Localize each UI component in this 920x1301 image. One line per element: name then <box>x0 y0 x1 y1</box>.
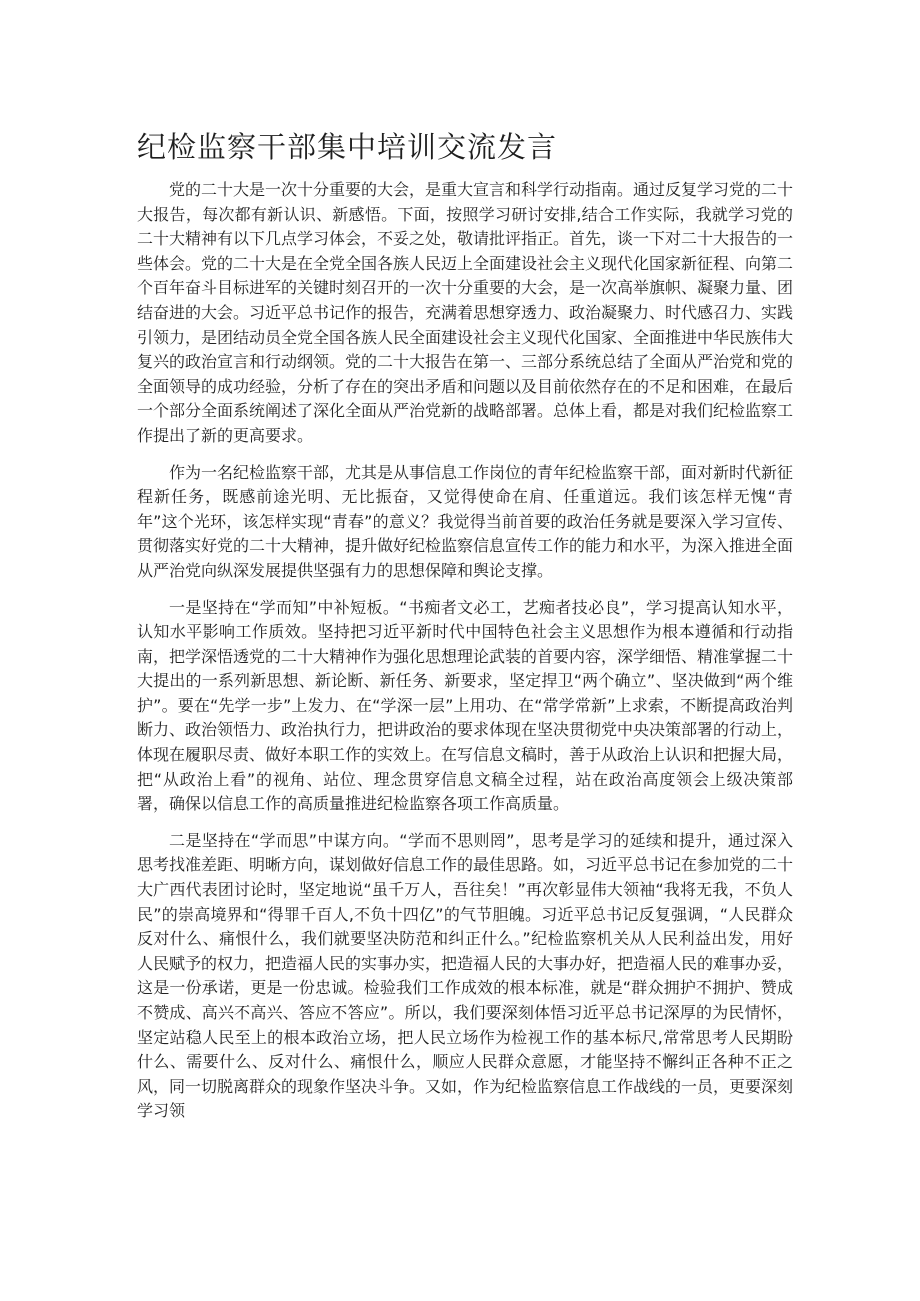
paragraph-1: 党的二十大是一次十分重要的大会，是重大宣言和科学行动指南。通过反复学习党的二十大报告，每次都有新认识、新感悟。下面，按照学习研讨安排,结合工作实际，我就学习党的二十大精神有以下几点学习体会，不妥之处，敬请批评指正。首先，谈一下对二十大报告的一些体会。党的二十大是在全党全国各族人民迈上全面建设社会主义现代化国家新征程、向第二个百年奋斗目标进军的关键时刻召开的一次十分重要的大会，是一次高举旗帜、凝聚力量、团结奋进的大会。习近平总书记作的报告，充满着思想穿透力、政治凝聚力、时代感召力、实践引领力，是团结动员全党全国各族人民全面建设社会主义现代化国家、全面推进中华民族伟大复兴的政治宣言和行动纲领。党的二十大报告在第一、三部分系统总结了全面从严治党和党的全面领导的成功经验，分析了存在的突出矛盾和问题以及目前依然存在的不足和困难，在最后一个部分全面系统阐述了深化全面从严治党新的战略部署。总体上看，都是对我们纪检监察工作提出了新的更高要求。 <box>137 180 794 445</box>
paragraph-3: 一是坚持在“学而知”中补短板。“书痴者文必工，艺痴者技必良”，学习提高认知水平，认知水平影响工作质效。坚持把习近平新时代中国特色社会主义思想作为根本遵循和行动指南，把学深悟透党的二十大精神作为强化思想理论武装的首要内容，深学细悟、精准掌握二十大提出的一系列新思想、新论断、新任务、新要求，坚定捍卫“两个确立”、坚决做到“两个维护”。要在“先学一步”上发力、在“学深一层”上用功、在“常学常新”上求索，不断提高政治判断力、政治领悟力、政治执行力，把讲政治的要求体现在坚决贯彻党中央决策部署的行动上，体现在履职尽责、做好本职工作的实效上。在写信息文稿时，善于从政治上认识和把握大局，把“从政治上看”的视角、站位、理念贯穿信息文稿全过程，站在政治高度领会上级决策部署，确保以信息工作的高质量推进纪检监察各项工作高质量。 <box>137 597 794 814</box>
paragraph-2: 作为一名纪检监察干部，尤其是从事信息工作岗位的青年纪检监察干部，面对新时代新征程新任务，既感前途光明、无比振奋，又觉得使命在肩、任重道远。我们该怎样无愧“青年”这个光环，该怎样实现“青春”的意义？我觉得当前首要的政治任务就是要深入学习宣传、贯彻落实好党的二十大精神，提升做好纪检监察信息宣传工作的能力和水平，为深入推进全面从严治党向纵深发展提供坚强有力的思想保障和舆论支撑。 <box>137 462 794 580</box>
document-title: 纪检监察干部集中培训交流发言 <box>137 130 558 164</box>
document-body <box>137 178 793 1136</box>
paragraph-4: 二是坚持在“学而思”中谋方向。“学而不思则罔”，思考是学习的延续和提升，通过深入思考找准差距、明晰方向，谋划做好信息工作的最佳思路。如，习近平总书记在参加党的二十大广西代表团讨论时，坚定地说“虽千万人，吾往矣！”再次彰显伟大领袖“我将无我，不负人民”的崇高境界和“得罪千百人,不负十四亿”的气节胆魄。习近平总书记反复强调，“人民群众反对什么、痛恨什么，我们就要坚决防范和纠正什么。”纪检监察机关从人民利益出发，用好人民赋予的权力，把造福人民的实事办实，把造福人民的大事办好，把造福人民的难事办妥，这是一份承诺，更是一份忠诚。检验我们工作成效的根本标准，就是“群众拥护不拥护、赞成不赞成、高兴不高兴、答应不答应”。所以，我们要深刻体悟习近平总书记深厚的为民情怀，坚定站稳人民至上的根本政治立场，把人民立场作为检视工作的基本标尺,常常思考人民期盼什么、需要什么、反对什么、痛恨什么，顺应人民群众意愿，才能坚持不懈纠正各种不正之风，同一切脱离群众的现象作坚决斗争。又如，作为纪检监察信息工作战线的一员，更要深刻学习领 <box>137 830 794 1121</box>
